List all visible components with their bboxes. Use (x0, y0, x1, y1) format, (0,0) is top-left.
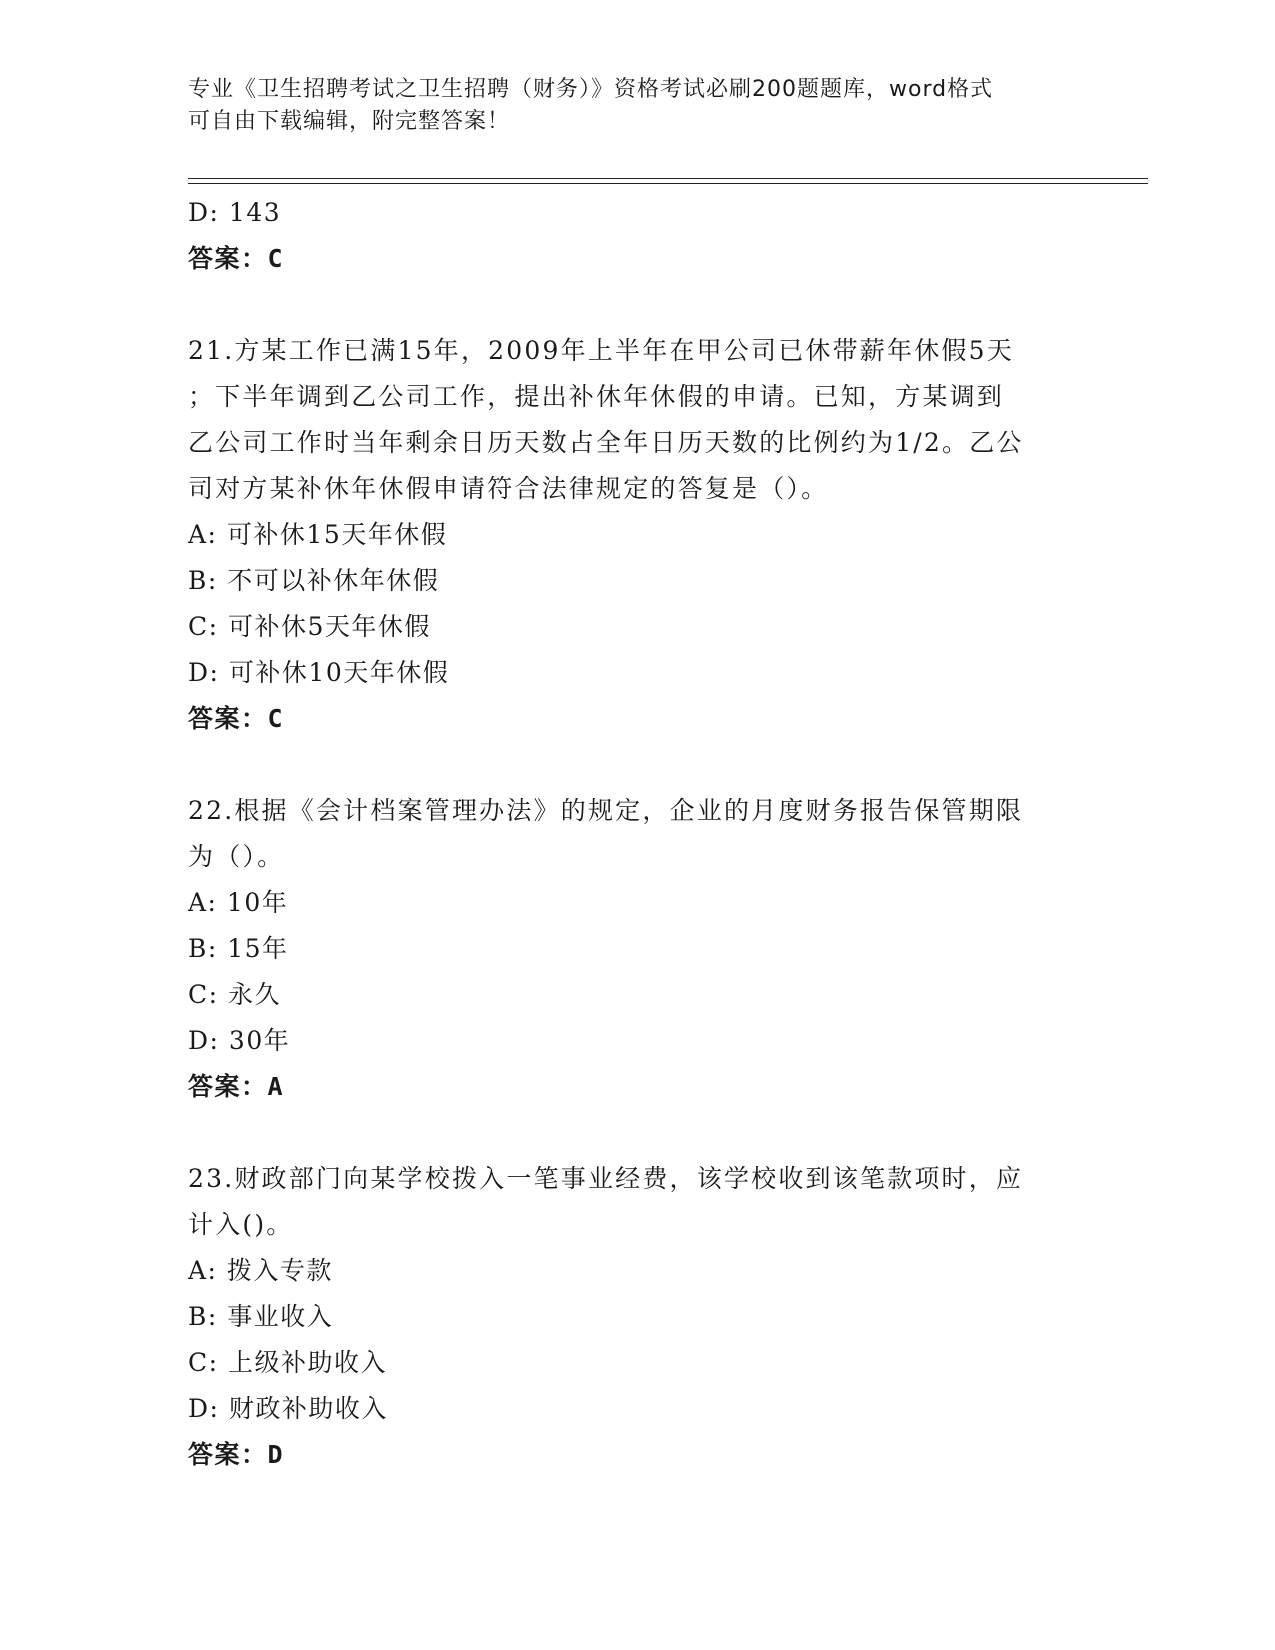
answer: 答案：C (188, 704, 285, 733)
option-b: B: 15年 (188, 934, 289, 963)
answer: 答案：D (188, 1440, 285, 1469)
option-c: C: 可补休5天年休假 (188, 612, 431, 641)
option-b: B: 不可以补休年休假 (188, 566, 440, 595)
header-title-line-2: 可自由下载编辑，附完整答案！ (188, 109, 511, 134)
spacer (188, 1110, 1088, 1156)
document-body (188, 190, 1088, 1478)
option-a: A: 拨入专款 (188, 1256, 333, 1285)
question-23 (188, 1156, 1088, 1478)
question-text-line: ；下半年调到乙公司工作，提出补休年休假的申请。已知，方某调到 (188, 382, 1005, 411)
question-text-line: 22.根据《会计档案管理办法》的规定，企业的月度财务报告保管期限 (188, 796, 1024, 825)
spacer (188, 742, 1088, 788)
question-text-line: 23.财政部门向某学校拨入一笔事业经费，该学校收到该笔款项时，应 (188, 1164, 1024, 1193)
spacer (188, 282, 1088, 328)
header-rule-top (188, 178, 1148, 179)
option-a: A: 可补休15天年休假 (188, 520, 448, 549)
option-a: A: 10年 (188, 888, 289, 917)
question-text-line: 乙公司工作时当年剩余日历天数占全年日历天数的比例约为1/2。乙公 (188, 428, 1024, 457)
question-21 (188, 328, 1088, 742)
question-text-line: 21.方某工作已满15年，2009年上半年在甲公司已休带薪年休假5天 (188, 336, 1014, 365)
question-22 (188, 788, 1088, 1110)
option-d: D: 可补休10天年休假 (188, 658, 450, 687)
option-d: D: 30年 (188, 1026, 291, 1055)
question-text-line: 计入()。 (188, 1210, 294, 1239)
answer: 答案：A (188, 1072, 285, 1101)
option-d: D: 财政补助收入 (188, 1394, 388, 1423)
option-c: C: 上级补助收入 (188, 1348, 387, 1377)
header-title-line-1: 专业《卫生招聘考试之卫生招聘（财务）》资格考试必刷200题题库，word格式 (188, 77, 994, 102)
option-b: B: 事业收入 (188, 1302, 334, 1331)
prev-answer: 答案：C (188, 244, 285, 273)
question-text-line: 司对方某补休年休假申请符合法律规定的答复是（）。 (188, 474, 829, 503)
prev-option-d: D: 143 (188, 198, 282, 227)
question-text-line: 为（）。 (188, 842, 285, 871)
option-c: C: 永久 (188, 980, 281, 1009)
page-header (188, 74, 1088, 138)
header-rule-bottom (188, 183, 1148, 184)
